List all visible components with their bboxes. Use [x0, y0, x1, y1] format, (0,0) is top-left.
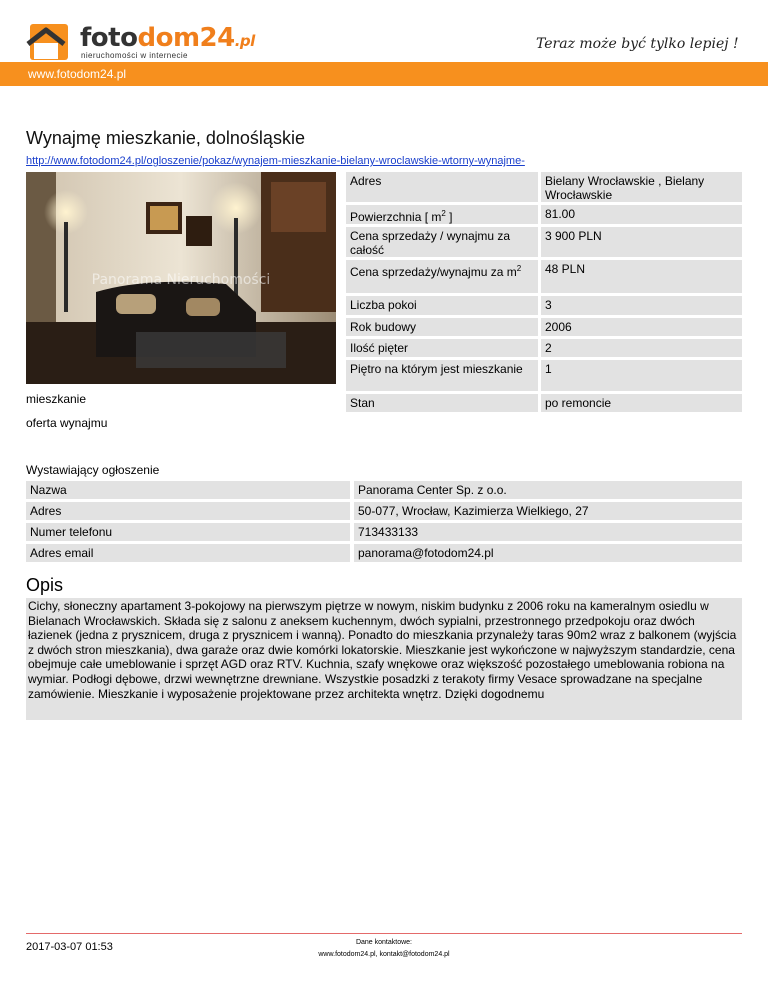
agent-value: Panorama Center Sp. z o.o.	[354, 481, 742, 499]
agent-label: Adres email	[26, 544, 350, 562]
property-row	[346, 260, 742, 293]
slogan: Teraz może być tylko lepiej !	[536, 36, 739, 52]
property-row	[346, 296, 742, 315]
logo-subtitle: nieruchomości w internecie	[81, 51, 188, 60]
property-row	[346, 172, 742, 202]
agent-row	[26, 544, 742, 562]
logo-text-part1: foto	[80, 23, 138, 53]
property-value: 48 PLN	[541, 260, 742, 293]
agent-row	[26, 523, 742, 541]
property-row	[346, 360, 742, 391]
agent-value: 50-077, Wrocław, Kazimierza Wielkiego, 27	[354, 502, 742, 520]
property-label: Adres	[346, 172, 538, 202]
property-label: Cena sprzedaży / wynajmu za całość	[346, 227, 538, 257]
property-value: 2006	[541, 318, 742, 336]
site-bar	[0, 62, 768, 86]
agent-label: Nazwa	[26, 481, 350, 499]
property-label: Piętro na którym jest mieszkanie	[346, 360, 538, 391]
agent-table	[26, 481, 742, 565]
property-label: Stan	[346, 394, 538, 412]
property-value: 3	[541, 296, 742, 315]
property-label: Cena sprzedaży/wynajmu za $m^2$	[346, 260, 538, 293]
footer-date: 2017-03-07 01:53	[26, 941, 113, 953]
logo-text-part2: dom24	[137, 23, 235, 53]
offer-type: oferta wynajmu	[26, 416, 108, 430]
listing-url[interactable]: http://www.fotodom24.pl/ogloszenie/pokaz/wynajem-mieszkanie-bielany-wroclawskie-wtorny-wynajme-	[26, 155, 525, 167]
property-row	[346, 205, 742, 224]
footer-divider	[26, 933, 742, 934]
listing-photo[interactable]	[26, 172, 336, 384]
property-label: Liczba pokoi	[346, 296, 538, 315]
property-value: 1	[541, 360, 742, 391]
living-room-photo	[26, 172, 336, 384]
agent-row	[26, 502, 742, 520]
property-row	[346, 318, 742, 336]
agent-section-title: Wystawiający ogłoszenie	[26, 463, 160, 477]
agent-label: Adres	[26, 502, 350, 520]
property-row	[346, 339, 742, 357]
footer-contact	[300, 937, 468, 961]
property-value: po remoncie	[541, 394, 742, 412]
agent-value: 713433133	[354, 523, 742, 541]
property-label: Powierzchnia [ $m^2$ ]	[346, 205, 538, 224]
property-row	[346, 227, 742, 257]
agent-label: Numer telefonu	[26, 523, 350, 541]
footer-contact-label: Dane kontaktowe:	[355, 939, 413, 946]
footer-contact-text: www.fotodom24.pl, kontakt@fotodom24.pl	[318, 951, 450, 958]
house-logo-icon	[24, 22, 70, 62]
site-link[interactable]: www.fotodom24.pl	[28, 67, 127, 81]
property-value: 2	[541, 339, 742, 357]
property-label: Ilość pięter	[346, 339, 538, 357]
logo-tld: .pl	[234, 32, 255, 50]
property-label: Rok budowy	[346, 318, 538, 336]
property-row	[346, 394, 742, 412]
listing-title: Wynajmę mieszkanie, dolnośląskie	[26, 128, 305, 148]
agent-row	[26, 481, 742, 499]
property-value: 81.00	[541, 205, 742, 224]
page-header	[0, 0, 768, 62]
description-title: Opis	[26, 575, 64, 595]
property-table	[346, 172, 742, 415]
property-value: 3 900 PLN	[541, 227, 742, 257]
agent-value: panorama@fotodom24.pl	[354, 544, 742, 562]
property-value: Bielany Wrocławskie , Bielany Wrocławskie	[541, 172, 742, 202]
property-category: mieszkanie	[26, 392, 87, 406]
description-text: Cichy, słoneczny apartament 3-pokojowy na pierwszym piętrze w nowym, niskim budynku z 2006 roku na kameralnym osiedlu w Bielanach Wrocławskich. Składa się z salonu z aneksem kuchennym, dwóch sypialni, przestronnego przedpokoju oraz dwóch łazienek (jedna z prysznicem, druga z prysznicem i wanną). Ponadto do mieszkania przynależy taras 90m2 wraz z balkonem (wyjścia z dwóch stron mieszkania), dwa garaże oraz dwie komórki lokatorskie. Mieszkanie jest wykończone w najwyższym standardzie, cena obejmuje całe umeblowanie i sprzęt AGD oraz RTV. Kuchnia, szafy wnękowe oraz większość pozostałego umeblowania robiona na wymiar. Podłogi dębowe, drzwi wewnętrzne drewniane. Wszystkie posadzki z terakoty firmy Vesace sprowadzane na specjalne zamówienie. Mieszkanie i wyposażenie projektowane przez architekta wnętrz. Dzięki dogodnemu	[26, 598, 742, 720]
photo-watermark: Panorama Nieruchomości	[91, 272, 271, 288]
